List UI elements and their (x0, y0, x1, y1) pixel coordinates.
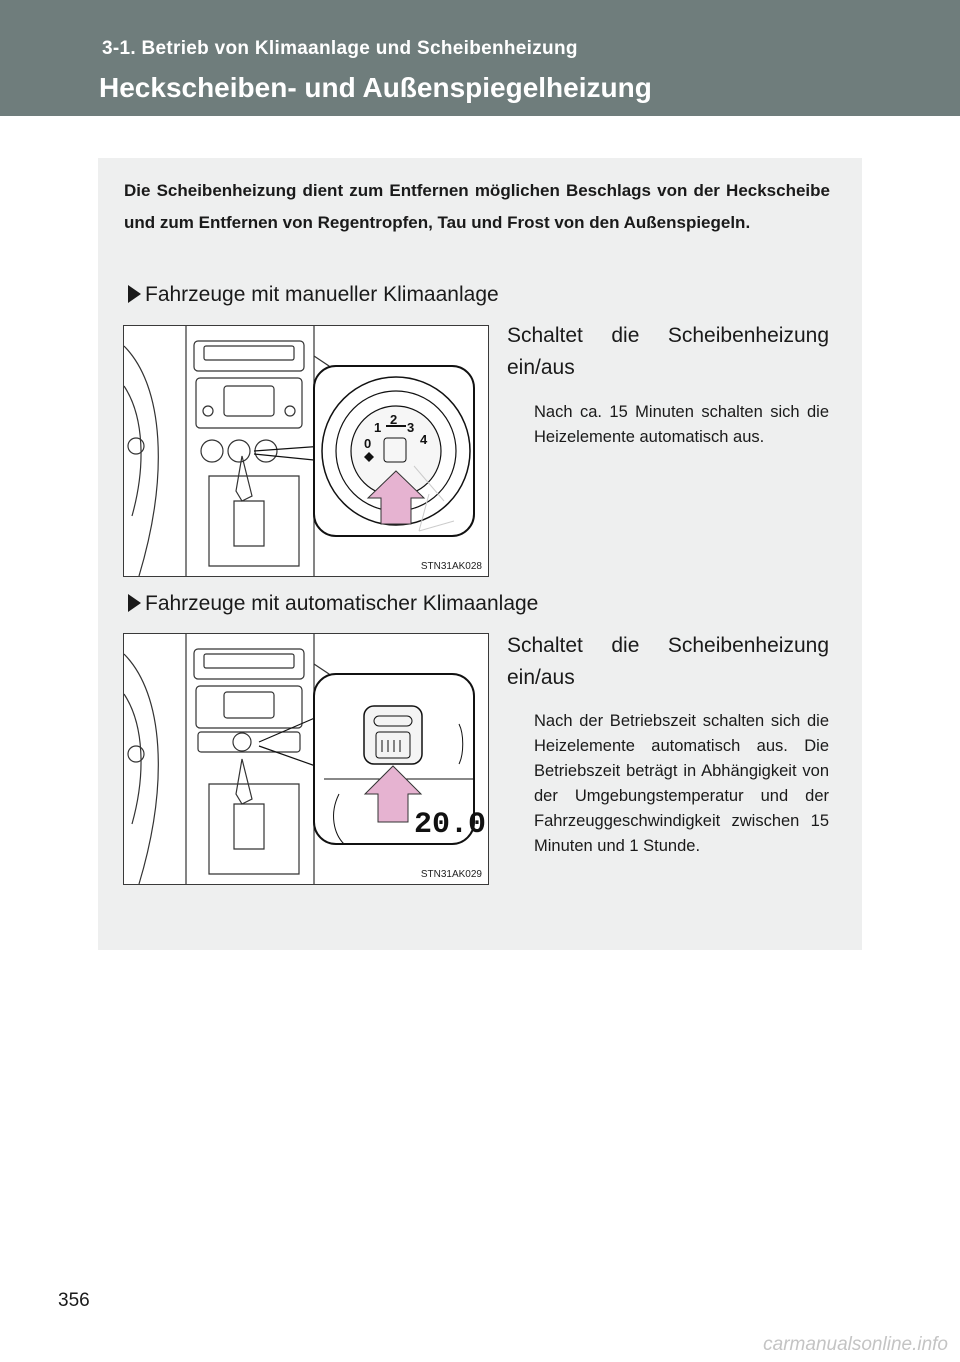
dial-label: 1 (374, 420, 382, 435)
dial-label: 4 (420, 432, 428, 447)
auto-note: Nach der Betriebszeit schalten sich die Heizelemente automatisch aus. Die Betriebszeit beträgt in Abhängigkeit von der Umgebungstemperatur und der Fahrzeuggeschwindigkeit zwischen 15 Minuten und 1 Stunde. (534, 712, 829, 855)
manual-lead: Schaltet die Scheibenheizung ein/aus (507, 324, 829, 379)
triangle-bullet-icon (128, 594, 141, 612)
intro-text: Die Scheibenheizung dient zum Entfernen möglichen Beschlags von der Heckscheibe und zum Entfernen von Regentropfen, Tau und Frost von den Außenspiegeln. (124, 181, 830, 232)
heading-auto (128, 592, 538, 616)
figure-code: STN31AK028 (420, 561, 482, 572)
page-number: 356 (58, 1290, 90, 1311)
auto-lead: Schaltet die Scheibenheizung ein/aus (507, 634, 829, 689)
watermark: carmanualsonline.info (763, 1334, 948, 1355)
figure-manual (123, 325, 489, 577)
heading-auto-label: Fahrzeuge mit automatischer Klimaanlage (145, 592, 539, 615)
dashboard-illustration-manual (124, 326, 488, 576)
dial-label: 2 (390, 412, 398, 427)
heading-manual (128, 283, 499, 307)
dial-label: 3 (407, 420, 415, 435)
temperature-display: 20.0 (414, 808, 487, 842)
dashboard-illustration-auto (124, 634, 488, 884)
header-bar (0, 0, 960, 116)
figure-code: STN31AK029 (420, 869, 482, 880)
page-title: Heckscheiben- und Außenspiegelheizung (99, 72, 652, 103)
triangle-bullet-icon (128, 285, 141, 303)
dial-label: 0 (364, 436, 372, 451)
manual-note: Nach ca. 15 Minuten schalten sich die Heizelemente automatisch aus. (534, 403, 829, 446)
heading-manual-label: Fahrzeuge mit manueller Klimaanlage (145, 283, 499, 306)
figure-auto (123, 633, 489, 885)
section-title: 3-1. Betrieb von Klimaanlage und Scheibenheizung (102, 38, 578, 59)
